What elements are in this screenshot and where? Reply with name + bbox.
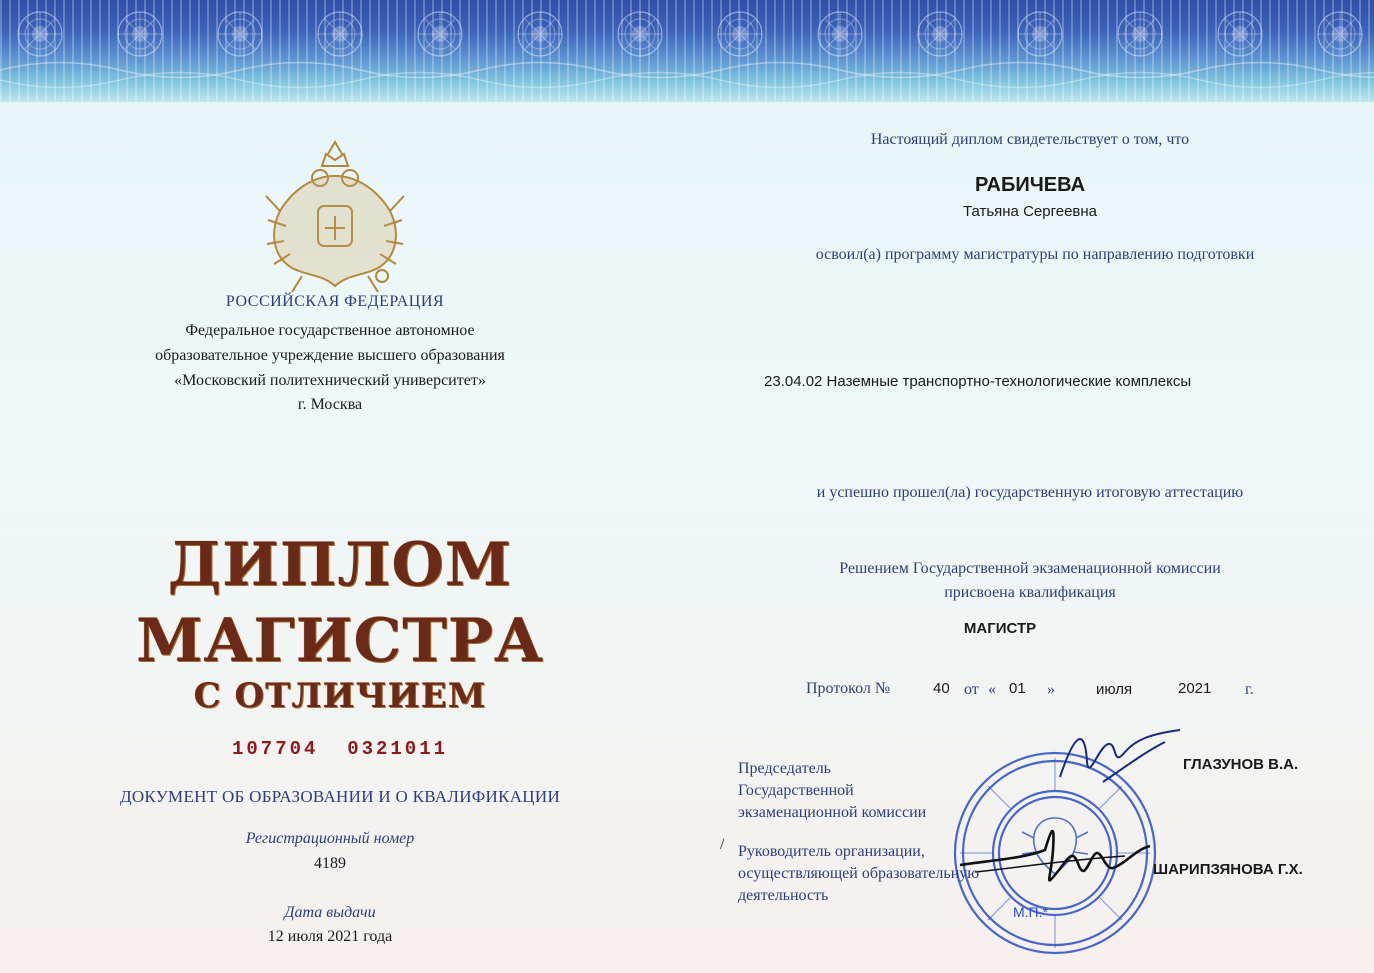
head-line-3: деятельность	[738, 887, 829, 904]
head-line-2: осуществляющей образовательную	[738, 865, 980, 882]
diploma-title-line-3: С ОТЛИЧИЕМ	[193, 676, 487, 716]
issue-date-value: 12 июля 2021 года	[267, 928, 393, 945]
qualification: МАГИСТР	[963, 620, 1037, 637]
issue-date-label: Дата выдачи	[284, 904, 376, 921]
diploma-title-line-1: ДИПЛОМ	[167, 530, 513, 600]
head-line-1: Руководитель организации,	[738, 843, 925, 860]
protocol-year: 2021	[1178, 680, 1212, 697]
protocol-label: Протокол №	[806, 680, 891, 697]
country-name: РОССИЙСКАЯ ФЕДЕРАЦИЯ	[225, 293, 445, 310]
protocol-year-suffix: г.	[1245, 681, 1254, 698]
registration-number: 4189	[314, 855, 346, 872]
protocol-day: 01	[1009, 680, 1026, 697]
protocol-number: 40	[933, 680, 950, 697]
protocol-month: июля	[1096, 681, 1133, 698]
mastered-text: освоил(а) программу магистратуры по направлению подготовки	[815, 246, 1255, 263]
rosette-row	[18, 12, 1362, 56]
diploma-title-line-2: МАГИСТРА	[136, 606, 544, 676]
chair-line-3: экзаменационной комиссии	[738, 804, 927, 821]
institution-line-2: образовательное учреждение высшего образования	[155, 347, 505, 364]
chair-line-1: Председатель	[738, 760, 831, 777]
passed-text: и успешно прошел(ла) государственную итоговую аттестацию	[816, 484, 1244, 501]
registration-label: Регистрационный номер	[245, 830, 415, 847]
rosette-pattern	[0, 0, 1374, 102]
decision-line-2: присвоена квалификация	[944, 584, 1116, 601]
institution-line-3: «Московский политехнический университет»	[174, 372, 486, 389]
graduate-surname: РАБИЧЕВА	[974, 174, 1086, 196]
graduate-given-names: Татьяна Сергеевна	[962, 203, 1098, 220]
top-banner	[0, 0, 1374, 102]
document-type: ДОКУМЕНТ ОБ ОБРАЗОВАНИИ И О КВАЛИФИКАЦИИ	[119, 787, 561, 806]
institution-line-1: Федеральное государственное автономное	[185, 322, 475, 339]
head-name: ШАРИПЗЯНОВА Г.Х.	[1153, 861, 1303, 878]
chair-line-2: Государственной	[738, 782, 854, 799]
head-signature	[955, 810, 1155, 900]
intro-text: Настоящий диплом свидетельствует о том, что	[870, 131, 1190, 148]
slash-mark: /	[720, 836, 725, 853]
coat-of-arms-emblem	[262, 136, 408, 294]
serial-number: 107704 0321011	[231, 738, 449, 760]
protocol-quote-close: »	[1047, 681, 1055, 698]
decision-line-1: Решением Государственной экзаменационной комиссии	[839, 560, 1221, 577]
stamp-mark: М.П.*	[1013, 904, 1048, 920]
program-name: 23.04.02 Наземные транспортно-технологические комплексы	[764, 373, 1192, 390]
chairman-signature	[1055, 722, 1185, 792]
protocol-from-label: от	[964, 681, 979, 698]
protocol-quote-open: «	[988, 681, 996, 698]
chair-name: ГЛАЗУНОВ В.А.	[1183, 756, 1299, 773]
institution-city: г. Москва	[297, 396, 363, 413]
